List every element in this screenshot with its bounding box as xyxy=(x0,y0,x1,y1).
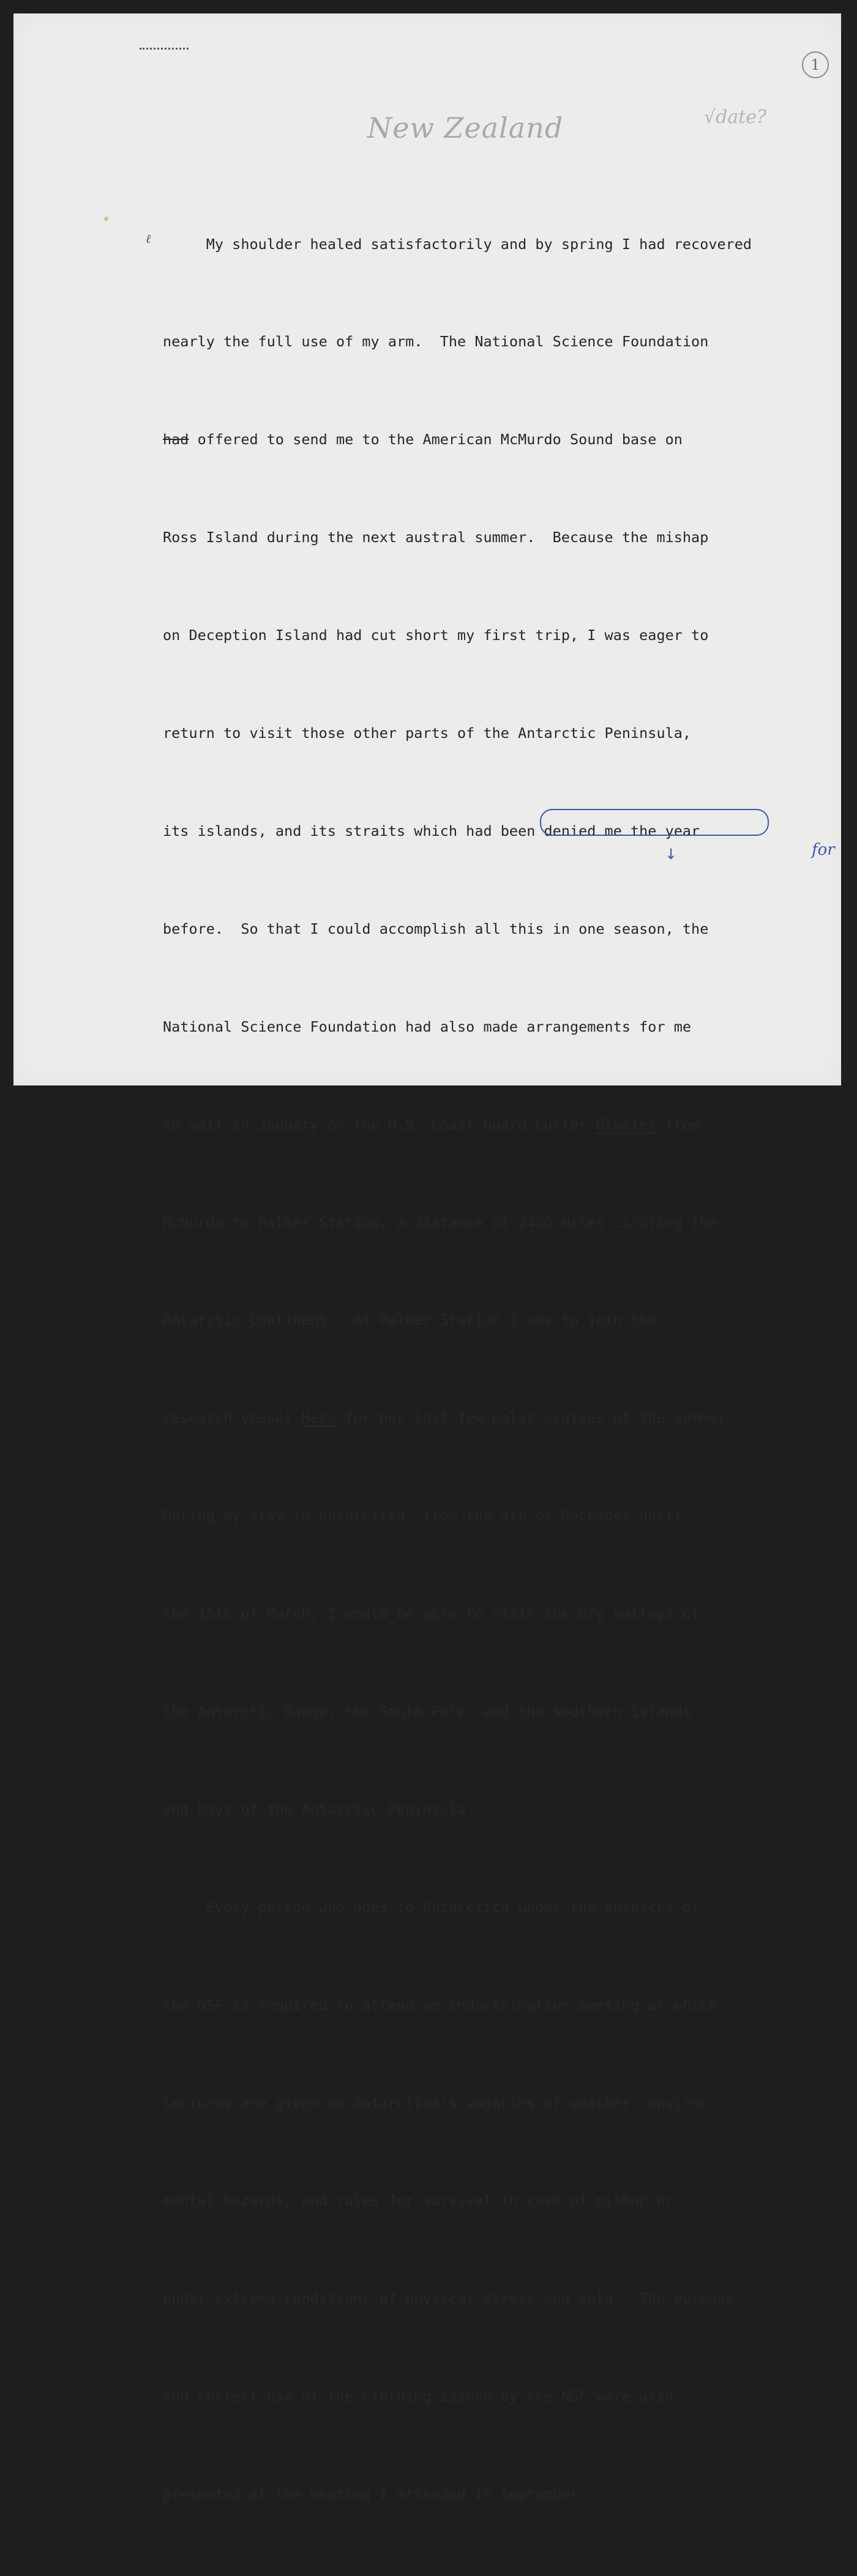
text-line: National Science Foundation had also made arrangements for me xyxy=(163,1018,692,1035)
text-line: McMurdo to Palmer Ststion, a distance of 2400 miles circling the xyxy=(163,1213,717,1231)
text-line: presented at the meeting I attended in September. xyxy=(163,2485,588,2503)
ship-name-hero: Hero xyxy=(301,1409,336,1427)
text-line xyxy=(163,423,830,456)
corner-marks xyxy=(140,48,189,52)
typed-page xyxy=(13,13,841,2503)
typed-text-body xyxy=(163,163,830,2576)
ship-name-glacier: Glacier xyxy=(596,1115,657,1133)
text-line: lectures are given on Antarctica's vagaries of weather, environ- xyxy=(163,2094,717,2112)
margin-note: for xyxy=(812,841,835,859)
text-line: Ross Island during the next austral summer. Because the mishap xyxy=(163,529,709,546)
text-line: the Antarctic Range, the South Pole, and the southern islands xyxy=(163,1702,692,1720)
text-line xyxy=(163,1109,830,1141)
page-number: 1 xyxy=(802,51,829,78)
handwritten-title: New Zealand xyxy=(367,111,564,144)
handwritten-note: √date? xyxy=(704,106,767,128)
text-segment: for her last few polar cruises of the summer. xyxy=(335,1409,735,1427)
text-line: before. So that I could accomplish all this in one season, the xyxy=(163,920,709,937)
ink-circle-annotation xyxy=(540,809,769,836)
text-line: under extreme conditions of physical stress and cold. The purpose xyxy=(163,2290,735,2307)
text-line: and correct use of the clothing issued by the NSF were also xyxy=(163,2388,674,2405)
text-line: the 15th of March, I would be able to visit the dry valleys of xyxy=(163,1605,700,1623)
text-line: Every person who goes to Antarctica under the auspices of xyxy=(163,1898,700,1916)
deletion-mark: ℓ xyxy=(146,231,151,246)
text-line-rest: offered to send me to the American McMurdo Sound base on xyxy=(189,431,683,449)
text-line: My shoulder healed satisfactorily and by spring I had recovered xyxy=(163,235,752,253)
text-line: mental hazards, and rules for survival in case of mishap or xyxy=(163,2192,674,2209)
text-line xyxy=(163,1402,830,1434)
text-segment: research vessel xyxy=(163,1409,302,1427)
text-line: Antarctic Continent. At Palmer Station I was to join the xyxy=(163,1311,657,1329)
text-line: and bays of the Antarctic Peninsula. xyxy=(163,1800,475,1818)
ink-insert-caret: ↓ xyxy=(665,846,678,863)
text-line: the NSF is required to attend an indoctrination meeting at which xyxy=(163,1996,717,2014)
text-line: nearly the full use of my arm. The National Science Foundation xyxy=(163,333,709,351)
text-line: During my stay in Antarctica, from the 5th of December until xyxy=(163,1507,683,1525)
text-line: on Deception Island had cut short my first trip, I was eager to xyxy=(163,627,709,644)
struck-word: had xyxy=(163,431,189,449)
text-line: return to visit those other parts of the Antarctic Peninsula, xyxy=(163,724,692,742)
text-segment: from xyxy=(656,1115,700,1133)
text-line: its islands, and its straits which had been denied me the year xyxy=(163,822,700,839)
text-segment: to sail in January on the U.S. Coast Guard Cutter xyxy=(163,1115,596,1133)
ink-spot xyxy=(104,217,108,221)
